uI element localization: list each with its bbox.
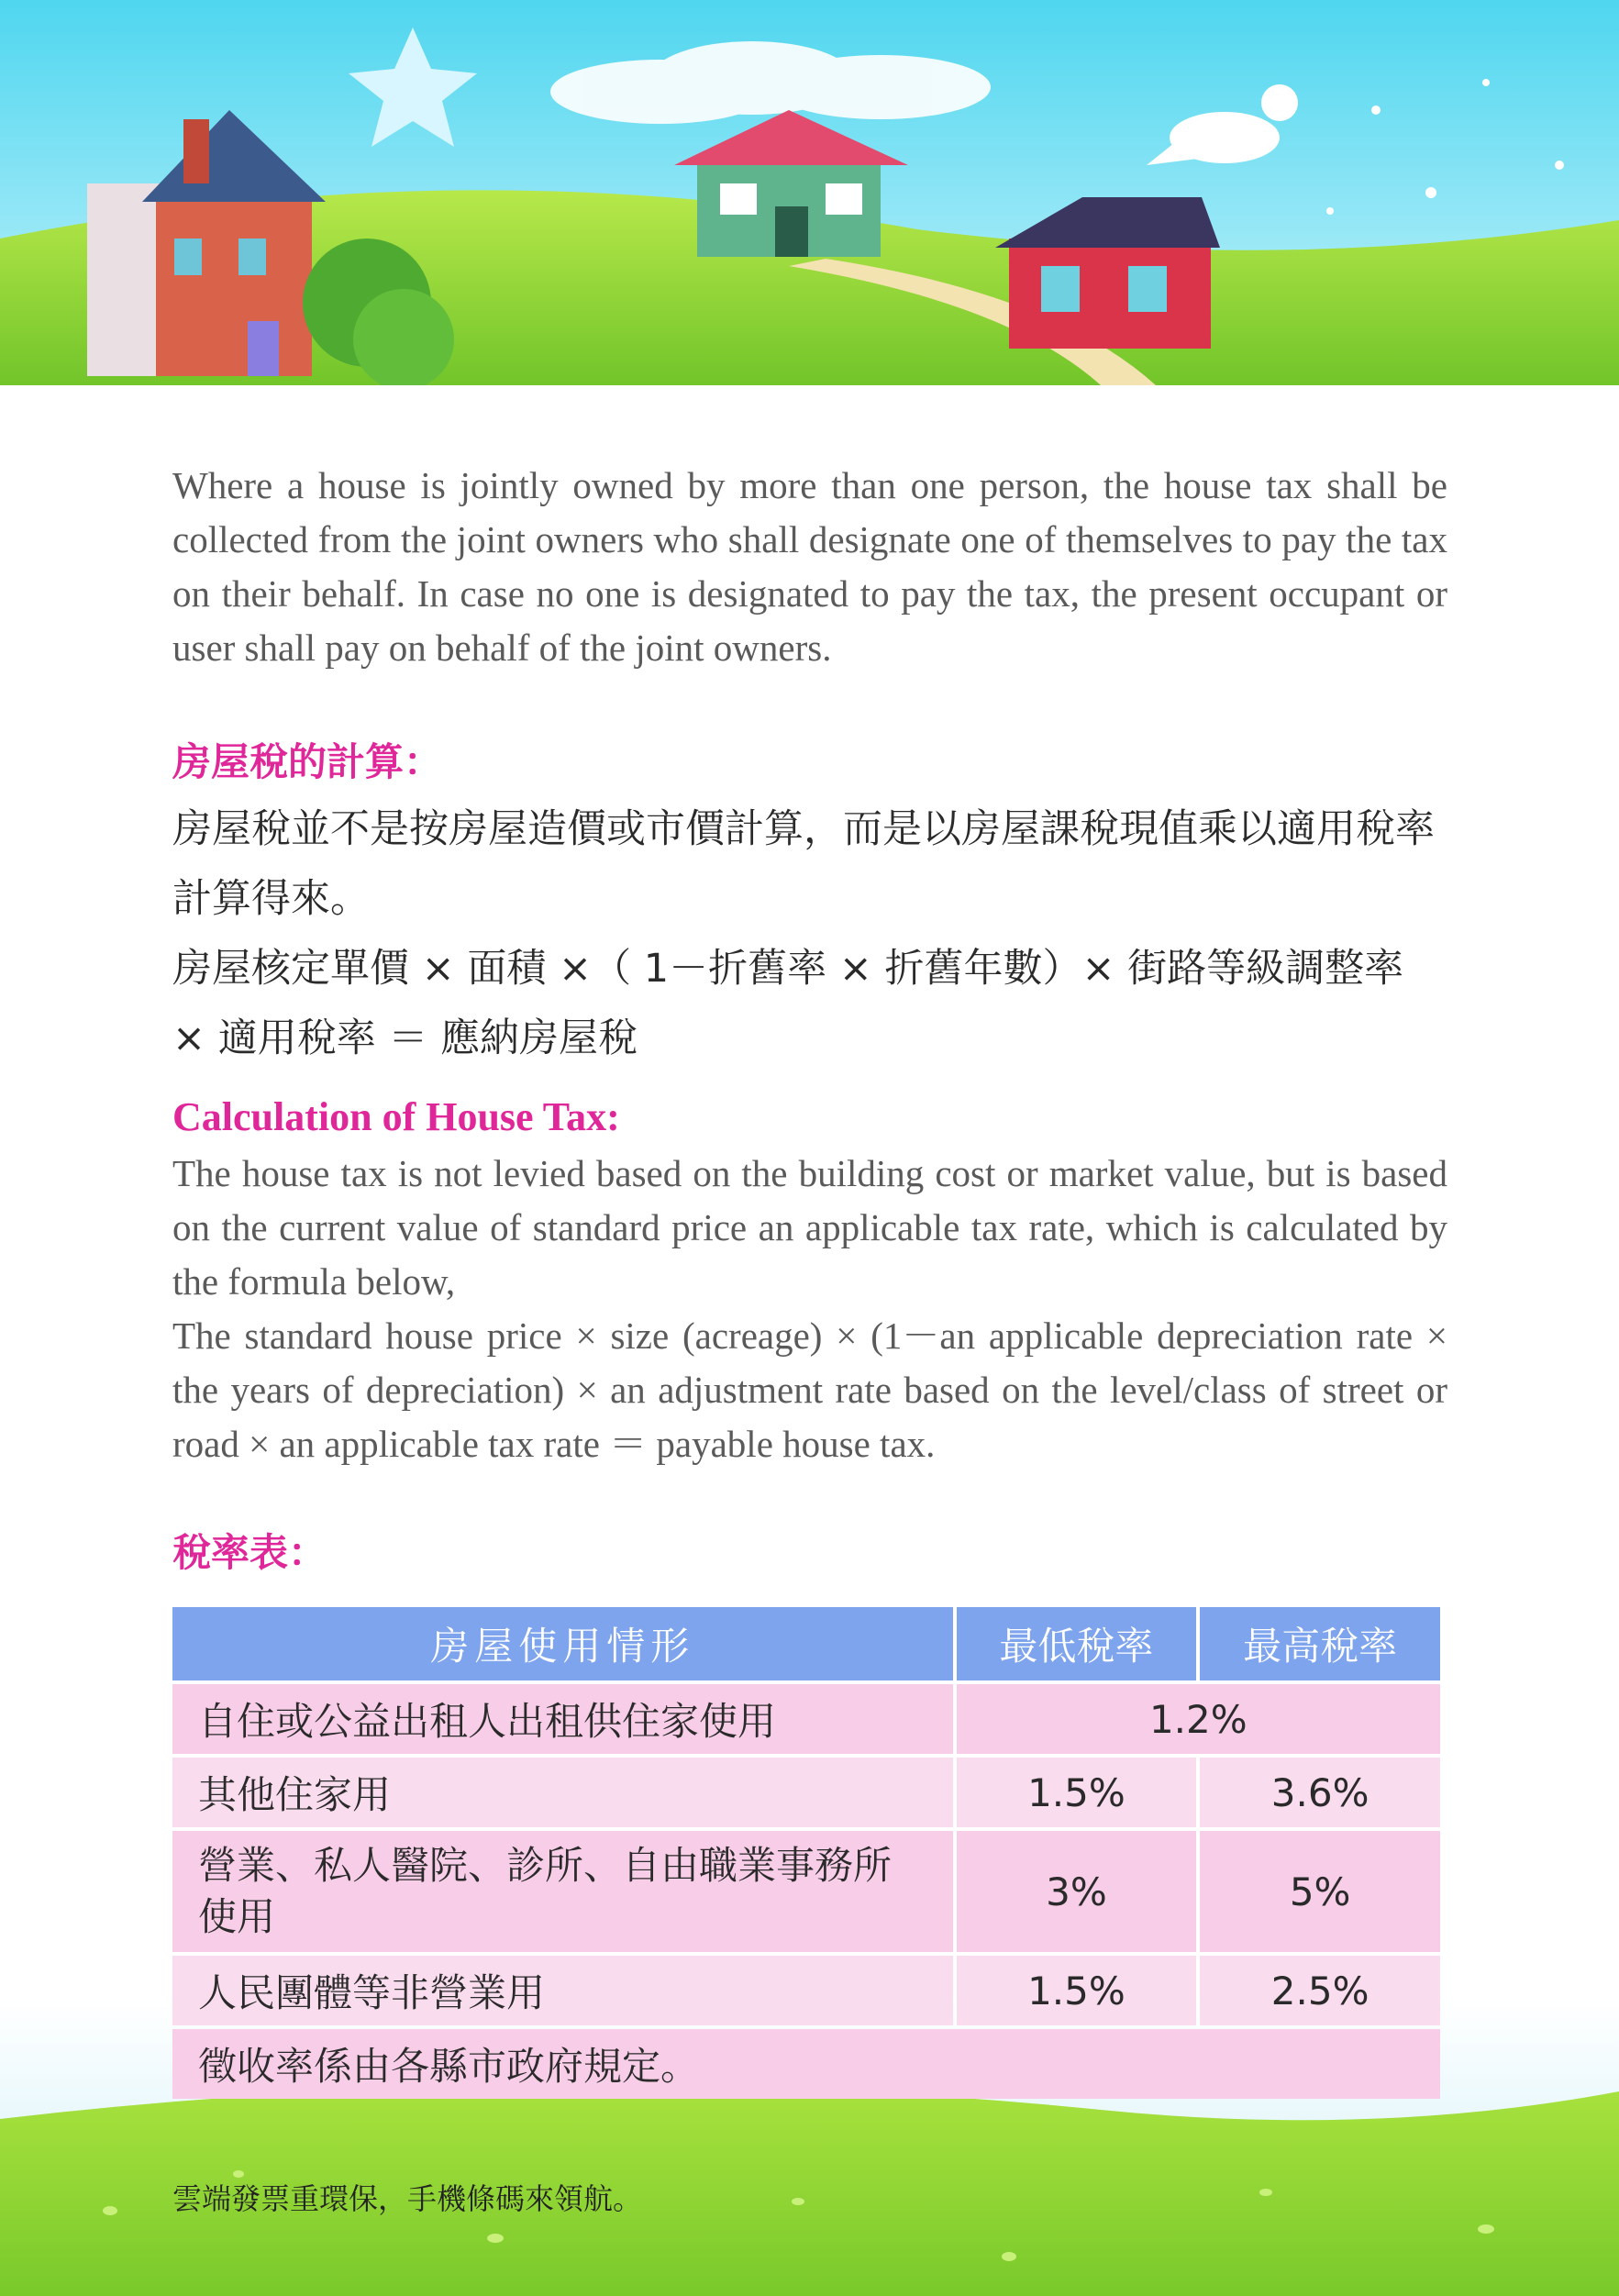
table-row bbox=[172, 1831, 1440, 1952]
table-note: 徵收率係由各縣市政府規定。 bbox=[172, 2029, 1440, 2099]
en-calc-formula: The standard house price × size (acreage) × (1－an applicable depreciation rate × the years of depreciation) × an adjustment rate based on the level/class of street or road × an applicable tax rate ＝ payable house tax. bbox=[172, 1314, 1447, 1465]
table-row bbox=[172, 1684, 1440, 1754]
en-calc-description: The house tax is not levied based on the building cost or market value, but is based on the current value of standard price an applicable tax rate, which is calculated by the formula below, bbox=[172, 1152, 1447, 1303]
en-calc-body bbox=[172, 1147, 1447, 1471]
usage-cell: 其他住家用 bbox=[172, 1758, 953, 1827]
usage-cell: 自住或公益出租人出租供住家使用 bbox=[172, 1684, 953, 1754]
en-calc-heading: Calculation of House Tax: bbox=[172, 1094, 620, 1139]
intro-paragraph: Where a house is jointly owned by more than one person, the house tax shall be collected from the joint owners who shall designate one of themselves to pay the tax on their behalf. In case no one is designated to pay the tax, the present occupant or user shall pay on behalf of the joint owners. bbox=[172, 464, 1447, 669]
footer-slogan: 雲端發票重環保，手機條碼來領航。 bbox=[172, 2181, 643, 2216]
header-max-rate: 最高稅率 bbox=[1200, 1607, 1440, 1680]
header-min-rate: 最低稅率 bbox=[957, 1607, 1197, 1680]
header-usage: 房屋使用情形 bbox=[172, 1607, 953, 1680]
rate-cell: 1.2% bbox=[957, 1684, 1440, 1754]
table-note-row bbox=[172, 2029, 1440, 2099]
usage-cell: 人民團體等非營業用 bbox=[172, 1956, 953, 2025]
rate-table-heading: 稅率表： bbox=[172, 1530, 327, 1575]
banner-illustration bbox=[0, 0, 1619, 385]
max-rate-cell: 3.6% bbox=[1200, 1758, 1440, 1827]
table-row bbox=[172, 1956, 1440, 2025]
max-rate-cell: 5% bbox=[1200, 1831, 1440, 1952]
min-rate-cell: 1.5% bbox=[957, 1956, 1197, 2025]
zh-calc-formula: 房屋核定單價 × 面積 ×（ 1－折舊率 × 折舊年數）× 街路等級調整率 × 適用稅率 ＝ 應納房屋稅 bbox=[172, 946, 1404, 1061]
zh-calc-heading: 房屋稅的計算： bbox=[172, 739, 443, 784]
zh-calc-body bbox=[172, 794, 1447, 1073]
max-rate-cell: 2.5% bbox=[1200, 1956, 1440, 2025]
min-rate-cell: 3% bbox=[957, 1831, 1197, 1952]
min-rate-cell: 1.5% bbox=[957, 1758, 1197, 1827]
usage-cell: 營業、私人醫院、診所、自由職業事務所使用 bbox=[172, 1831, 953, 1952]
zh-calc-description: 房屋稅並不是按房屋造價或市價計算，而是以房屋課稅現值乘以適用稅率計算得來。 bbox=[172, 806, 1435, 922]
table-row bbox=[172, 1758, 1440, 1827]
table-header-row bbox=[172, 1607, 1440, 1680]
rate-table bbox=[169, 1603, 1444, 2102]
